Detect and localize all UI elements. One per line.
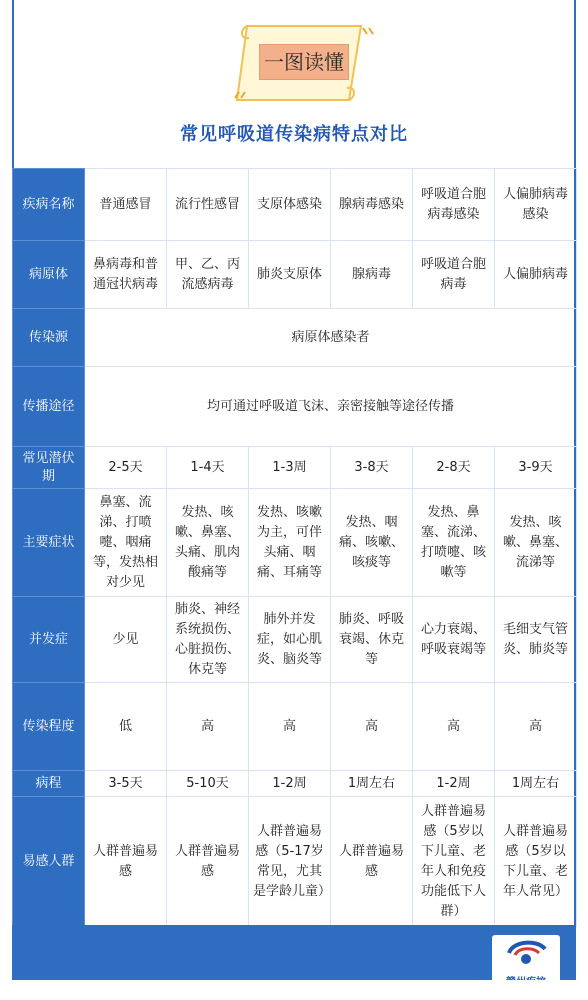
row-header: 常见潜伏期 — [13, 447, 85, 489]
table-cell: 高 — [249, 683, 331, 771]
row-header: 并发症 — [13, 597, 85, 683]
table-cell: 高 — [167, 683, 249, 771]
table-row — [13, 367, 577, 447]
table-cell: 高 — [331, 683, 413, 771]
table-cell: 发热、咳嗽为主，可伴头痛、咽痛、耳痛等 — [249, 489, 331, 597]
table-cell: 5-10天 — [167, 771, 249, 797]
table-cell: 鼻病毒和普通冠状病毒 — [85, 241, 167, 309]
row-header: 主要症状 — [13, 489, 85, 597]
table-cell: 人群普遍易感（5-17岁常见，尤其是学龄儿童） — [249, 797, 331, 927]
table-row — [13, 309, 577, 367]
table-cell: 人群普遍易感（5岁以下儿童、老年人常见） — [495, 797, 577, 927]
table-row — [13, 489, 577, 597]
table-row — [13, 797, 577, 927]
table-cell: 高 — [495, 683, 577, 771]
table-row — [13, 241, 577, 309]
table-cell: 腺病毒 — [331, 241, 413, 309]
table-cell: 肺炎支原体 — [249, 241, 331, 309]
table-cell: 心力衰竭、呼吸衰竭等 — [413, 597, 495, 683]
table-cell: 2-5天 — [85, 447, 167, 489]
table-cell: 呼吸道合胞病毒 — [413, 241, 495, 309]
table-cell: 发热、咽痛、咳嗽、咳痰等 — [331, 489, 413, 597]
table-cell: 低 — [85, 683, 167, 771]
table-cell: 3-9天 — [495, 447, 577, 489]
table-cell: 呼吸道合胞病毒感染 — [413, 169, 495, 241]
comparison-table — [12, 168, 577, 927]
table-cell: 流行性感冒 — [167, 169, 249, 241]
table-cell: 人群普遍易感 — [331, 797, 413, 927]
table-cell: 人群普遍易感 — [85, 797, 167, 927]
row-header: 易感人群 — [13, 797, 85, 927]
table-cell: 腺病毒感染 — [331, 169, 413, 241]
table-cell: 发热、咳嗽、鼻塞、流涕等 — [495, 489, 577, 597]
table-row — [13, 169, 577, 241]
table-cell: 人偏肺病毒 — [495, 241, 577, 309]
table-cell: 毛细支气管炎、肺炎等 — [495, 597, 577, 683]
table-cell: 3-8天 — [331, 447, 413, 489]
table-cell: 1周左右 — [495, 771, 577, 797]
title-banner — [229, 18, 374, 108]
table-cell-merged: 均可通过呼吸道飞沫、亲密接触等途径传播 — [85, 367, 577, 447]
table-cell: 普通感冒 — [85, 169, 167, 241]
table-cell: 肺炎、神经系统损伤、心脏损伤、休克等 — [167, 597, 249, 683]
table-cell: 1周左右 — [331, 771, 413, 797]
table-cell: 发热、鼻塞、流涕、打喷嚏、咳嗽等 — [413, 489, 495, 597]
table-cell: 1-2周 — [249, 771, 331, 797]
table-cell: 3-5天 — [85, 771, 167, 797]
page-title: 常见呼吸道传染病特点对比 — [180, 124, 408, 145]
table-cell: 人群普遍易感 — [167, 797, 249, 927]
table-cell: 少见 — [85, 597, 167, 683]
table-cell: 2-8天 — [413, 447, 495, 489]
table-cell: 肺炎、呼吸衰竭、休克等 — [331, 597, 413, 683]
table-cell: 肺外并发症，如心肌炎、脑炎等 — [249, 597, 331, 683]
table-cell: 支原体感染 — [249, 169, 331, 241]
row-header: 传播途径 — [13, 367, 85, 447]
table-cell: 发热、咳嗽、鼻塞、头痛、肌肉酸痛等 — [167, 489, 249, 597]
row-header: 疾病名称 — [13, 169, 85, 241]
header — [14, 0, 574, 168]
banner-label: 一图读懂 — [259, 44, 349, 80]
row-header: 传染源 — [13, 309, 85, 367]
table-row — [13, 597, 577, 683]
cdc-logo-icon — [501, 935, 551, 971]
table-cell: 甲、乙、丙流感病毒 — [167, 241, 249, 309]
table-cell-merged: 病原体感染者 — [85, 309, 577, 367]
row-header: 病程 — [13, 771, 85, 797]
table-cell: 1-4天 — [167, 447, 249, 489]
table-cell: 鼻塞、流涕、打喷嚏、咽痛等，发热相对少见 — [85, 489, 167, 597]
table-cell: 1-2周 — [413, 771, 495, 797]
table-cell: 人群普遍易感（5岁以下儿童、老年人和免疫功能低下人群） — [413, 797, 495, 927]
table-row — [13, 683, 577, 771]
footer-bottom-strip — [12, 980, 576, 1000]
table-row — [13, 771, 577, 797]
table-cell: 人偏肺病毒感染 — [495, 169, 577, 241]
table-cell: 1-3周 — [249, 447, 331, 489]
row-header: 病原体 — [13, 241, 85, 309]
table-row — [13, 447, 577, 489]
table-cell: 高 — [413, 683, 495, 771]
row-header: 传染程度 — [13, 683, 85, 771]
